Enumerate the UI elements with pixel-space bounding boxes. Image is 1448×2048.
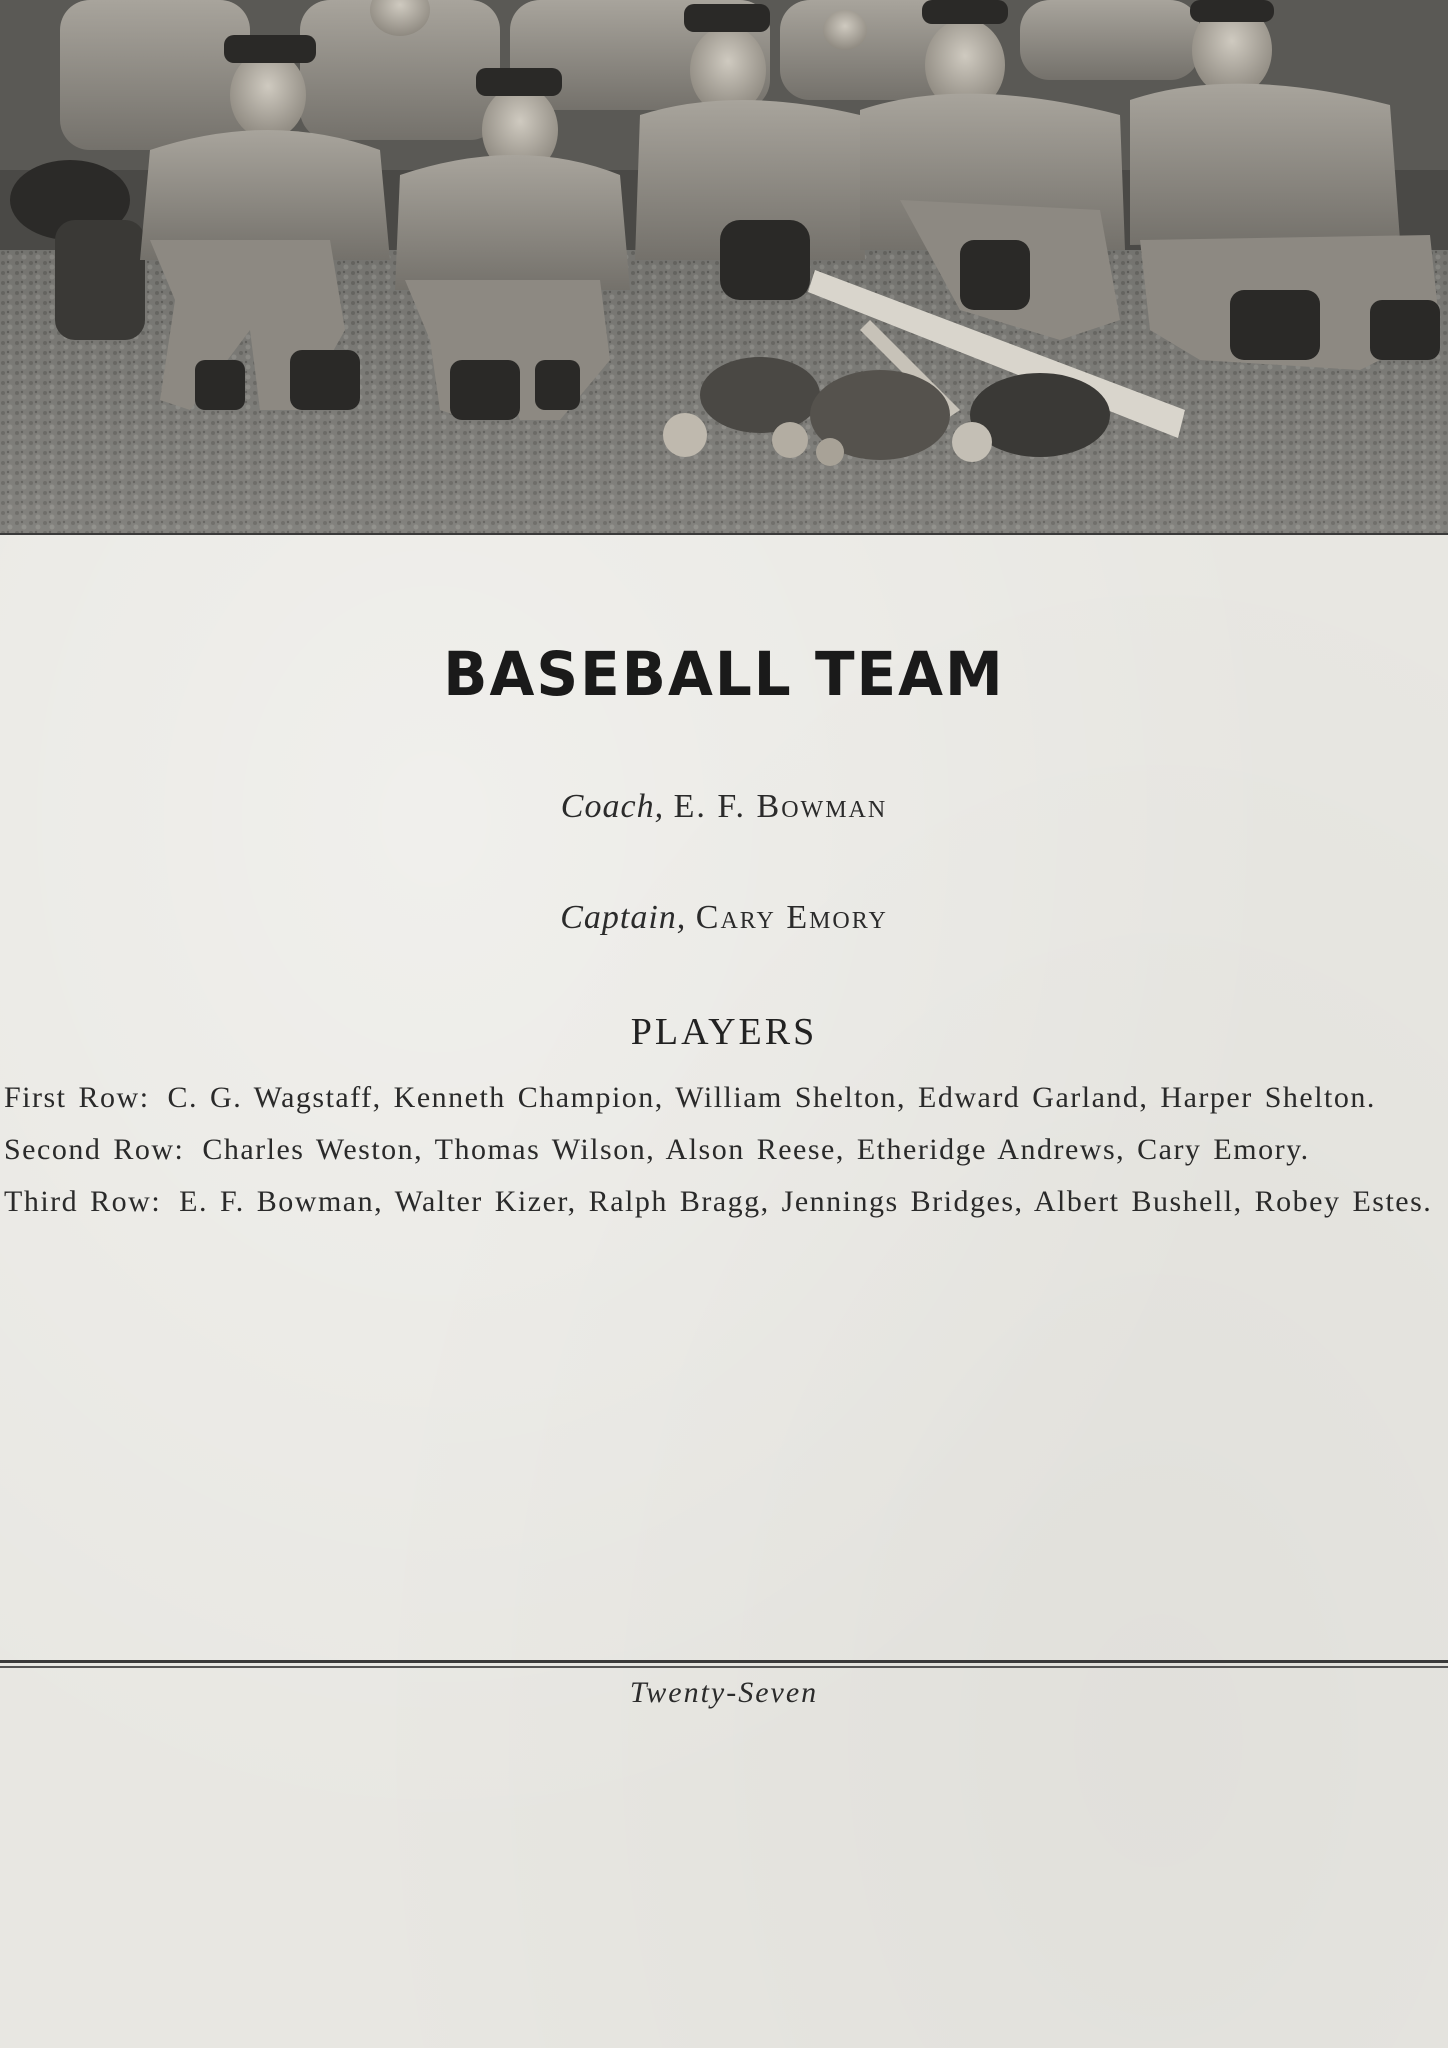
page-number: Twenty-Seven <box>629 1676 819 1709</box>
player-row-first <box>4 1076 1444 1120</box>
row-names: C. G. Wagstaff, Kenneth Champion, William Shelton, Edward Garland, Harper Shelton. <box>167 1081 1376 1114</box>
coach-role: Coach, <box>560 788 665 825</box>
player-rows <box>4 1076 1444 1232</box>
coach-name: E. F. Bowman <box>673 788 888 825</box>
coach-line <box>0 788 1448 826</box>
players-heading: PLAYERS <box>630 1011 818 1053</box>
footer-rule <box>0 1660 1448 1668</box>
player-row-third <box>4 1180 1444 1224</box>
row-names: Charles Weston, Thomas Wilson, Alson Reese, Etheridge Andrews, Cary Emory. <box>202 1133 1310 1166</box>
row-label: First Row: <box>4 1081 150 1114</box>
team-photo <box>0 0 1448 535</box>
captain-role: Captain, <box>560 899 687 936</box>
row-label: Second Row: <box>4 1133 185 1166</box>
captain-line <box>0 899 1448 937</box>
captain-name: Cary Emory <box>695 899 888 936</box>
page-title: BASEBALL TEAM <box>443 638 1005 710</box>
team-photo-image <box>0 0 1448 533</box>
player-row-second <box>4 1128 1444 1172</box>
row-names: E. F. Bowman, Walter Kizer, Ralph Bragg, Jennings Bridges, Albert Bushell, Robey Estes. <box>179 1185 1433 1218</box>
row-label: Third Row: <box>4 1185 162 1218</box>
